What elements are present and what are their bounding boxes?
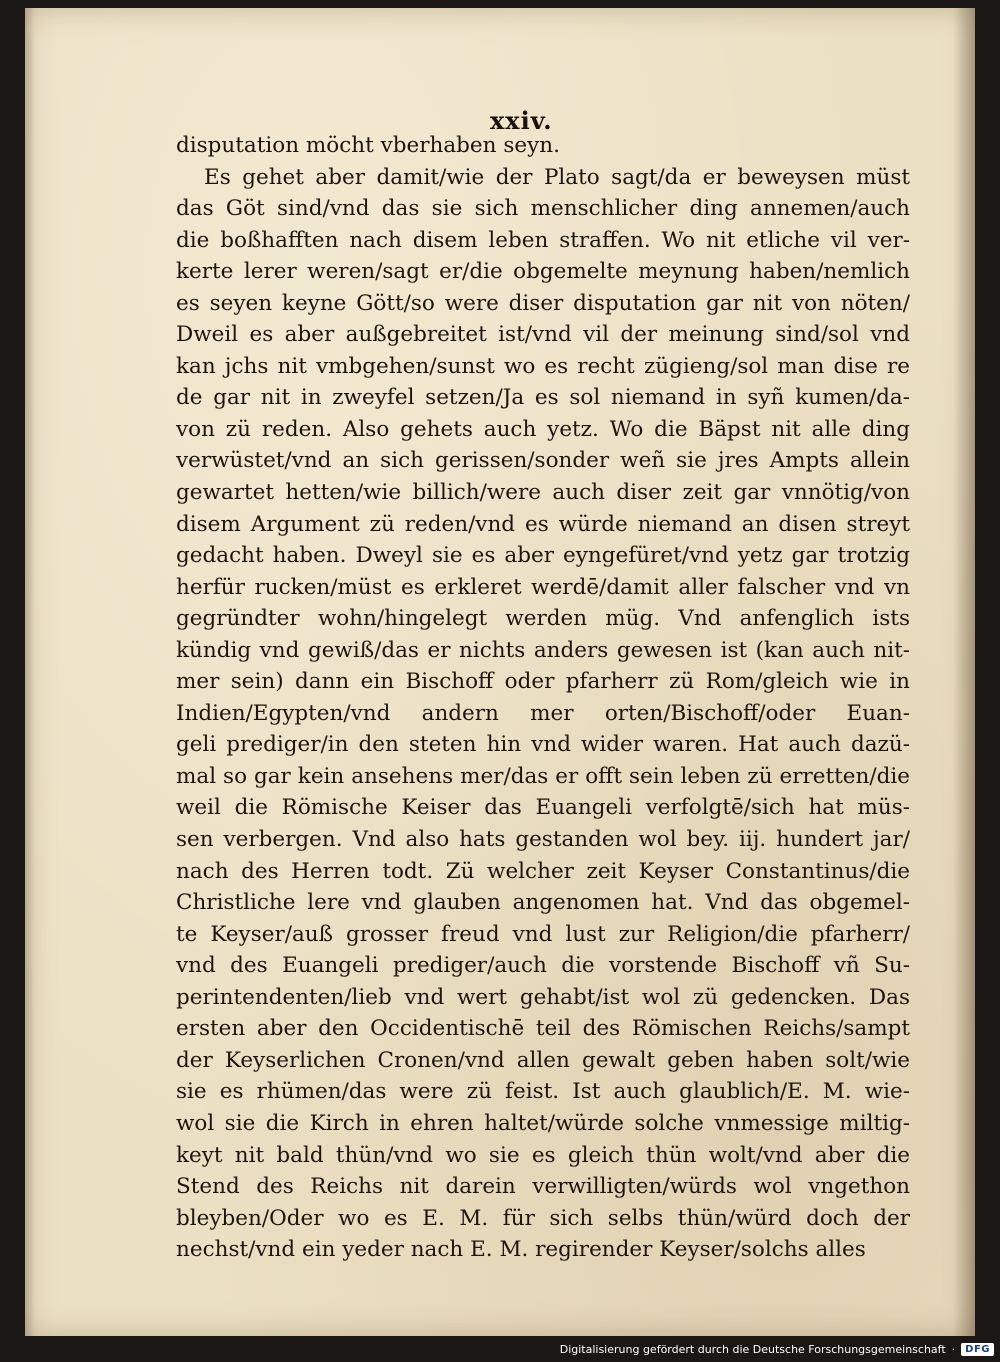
text-line: perintendenten/lieb vnd wert gehabt/ist wol zü gedencken. Das [176, 984, 910, 1010]
text-line: nechst/vnd ein yeder nach E. M. regirender Keyser/solchs alles [176, 1237, 866, 1263]
text-line: geli prediger/in den steten hin vnd wider waren. Hat auch dazü- [176, 732, 910, 758]
text-line: gegründter wohn/hingelegt werden müg. Vnd anfenglich ists [176, 606, 910, 632]
text-line: Dweil es aber außgebreitet ist/vnd vil der meinung sind/sol vnd [176, 322, 910, 348]
text-line: gedacht haben. Dweyl sie es aber eyngefüret/vnd yetz gar trotzig [176, 543, 910, 569]
text-line: keyt nit bald thün/vnd wo sie es gleich thün wolt/vnd aber die [176, 1142, 910, 1168]
text-line: kan jchs nit vmbgehen/sunst wo es recht zügieng/sol man dise re [176, 353, 910, 379]
digitization-credit [560, 1343, 994, 1356]
text-line: herfür rucken/müst es erkleret werdē/damit aller falscher vnd vn [176, 574, 910, 600]
text-line: Christliche lere vnd glauben angenomen hat. Vnd das obgemel- [176, 890, 910, 916]
text-line: sie es rhümen/das were zü feist. Ist auch glaublich/E. M. wie- [176, 1079, 910, 1105]
text-line: vnd des Euangeli prediger/auch die vorstende Bischoff vñ Su- [176, 953, 910, 979]
text-line: von zü reden. Also gehets auch yetz. Wo die Bäpst nit alle ding [176, 416, 910, 442]
body-text [176, 130, 910, 1266]
page-gutter-shadow [25, 8, 35, 1336]
text-line: Es gehet aber damit/wie der Plato sagt/da er beweysen müst [204, 164, 910, 190]
text-line: weil die Römische Keiser das Euangeli verfolgtē/sich hat müs- [176, 795, 910, 821]
credit-text: Digitalisierung gefördert durch die Deutsche Forschungsgemeinschaft [559, 1343, 946, 1356]
text-line: das Göt sind/vnd das sie sich menschlicher ding annemen/auch [176, 196, 910, 222]
text-line: verwüstet/vnd an sich gerissen/sonder weñ sie jres Ampts allein [176, 448, 910, 474]
text-line: der Keyserlichen Cronen/vnd allen gewalt geben haben solt/wie [176, 1047, 910, 1073]
text-line: kerte lerer weren/sagt er/die obgemelte meynung haben/nemlich [176, 259, 910, 285]
text-line: disputation möcht vberhaben seyn. [176, 133, 560, 158]
folio-number: xxiv. [490, 106, 553, 135]
page-edge-shadow [953, 8, 975, 1336]
text-line: sen verbergen. Vnd also hats gestanden wol bey. iij. hundert jar/ [176, 827, 910, 853]
credit-separator: · [951, 1343, 956, 1356]
text-line: mer sein) dann ein Bischoff oder pfarherr zü Rom/gleich wie in [176, 669, 910, 695]
text-line: te Keyser/auß grosser freud vnd lust zur Religion/die pfarherr/ [176, 921, 910, 947]
text-line: nach des Herren todt. Zü welcher zeit Keyser Constantinus/die [176, 858, 910, 884]
text-line: die boßhafften nach disem leben straffen. Wo nit etliche vil ver- [176, 227, 910, 253]
text-line: bleyben/Oder wo es E. M. für sich selbs thün/würd doch der [176, 1205, 910, 1231]
text-line: es seyen keyne Gött/so were diser disputation gar nit von nöten/ [176, 290, 910, 316]
text-line: wol sie die Kirch in ehren haltet/würde solche vnmessige miltig- [176, 1110, 910, 1136]
text-line: Stend des Reichs nit darein verwilligten/würds wol vngethon [176, 1174, 910, 1200]
text-line: kündig vnd gewiß/das er nichts anders gewesen ist (kan auch nit- [176, 637, 910, 663]
text-line: Indien/Egypten/vnd andern mer orten/Bischoff/oder Euan- [176, 700, 910, 726]
dfg-logo: DFG [961, 1343, 994, 1356]
text-line: de gar nit in zweyfel setzen/Ja es sol niemand in syñ kumen/da- [176, 385, 910, 411]
text-line: gewartet hetten/wie billich/were auch diser zeit gar vnnötig/von [176, 480, 910, 506]
text-line: mal so gar kein ansehens mer/das er offt sein leben zü erretten/die [176, 763, 910, 789]
text-line: ersten aber den Occidentischē teil des Römischen Reichs/sampt [176, 1016, 910, 1042]
text-line: disem Argument zü reden/vnd es würde niemand an disen streyt [176, 511, 910, 537]
